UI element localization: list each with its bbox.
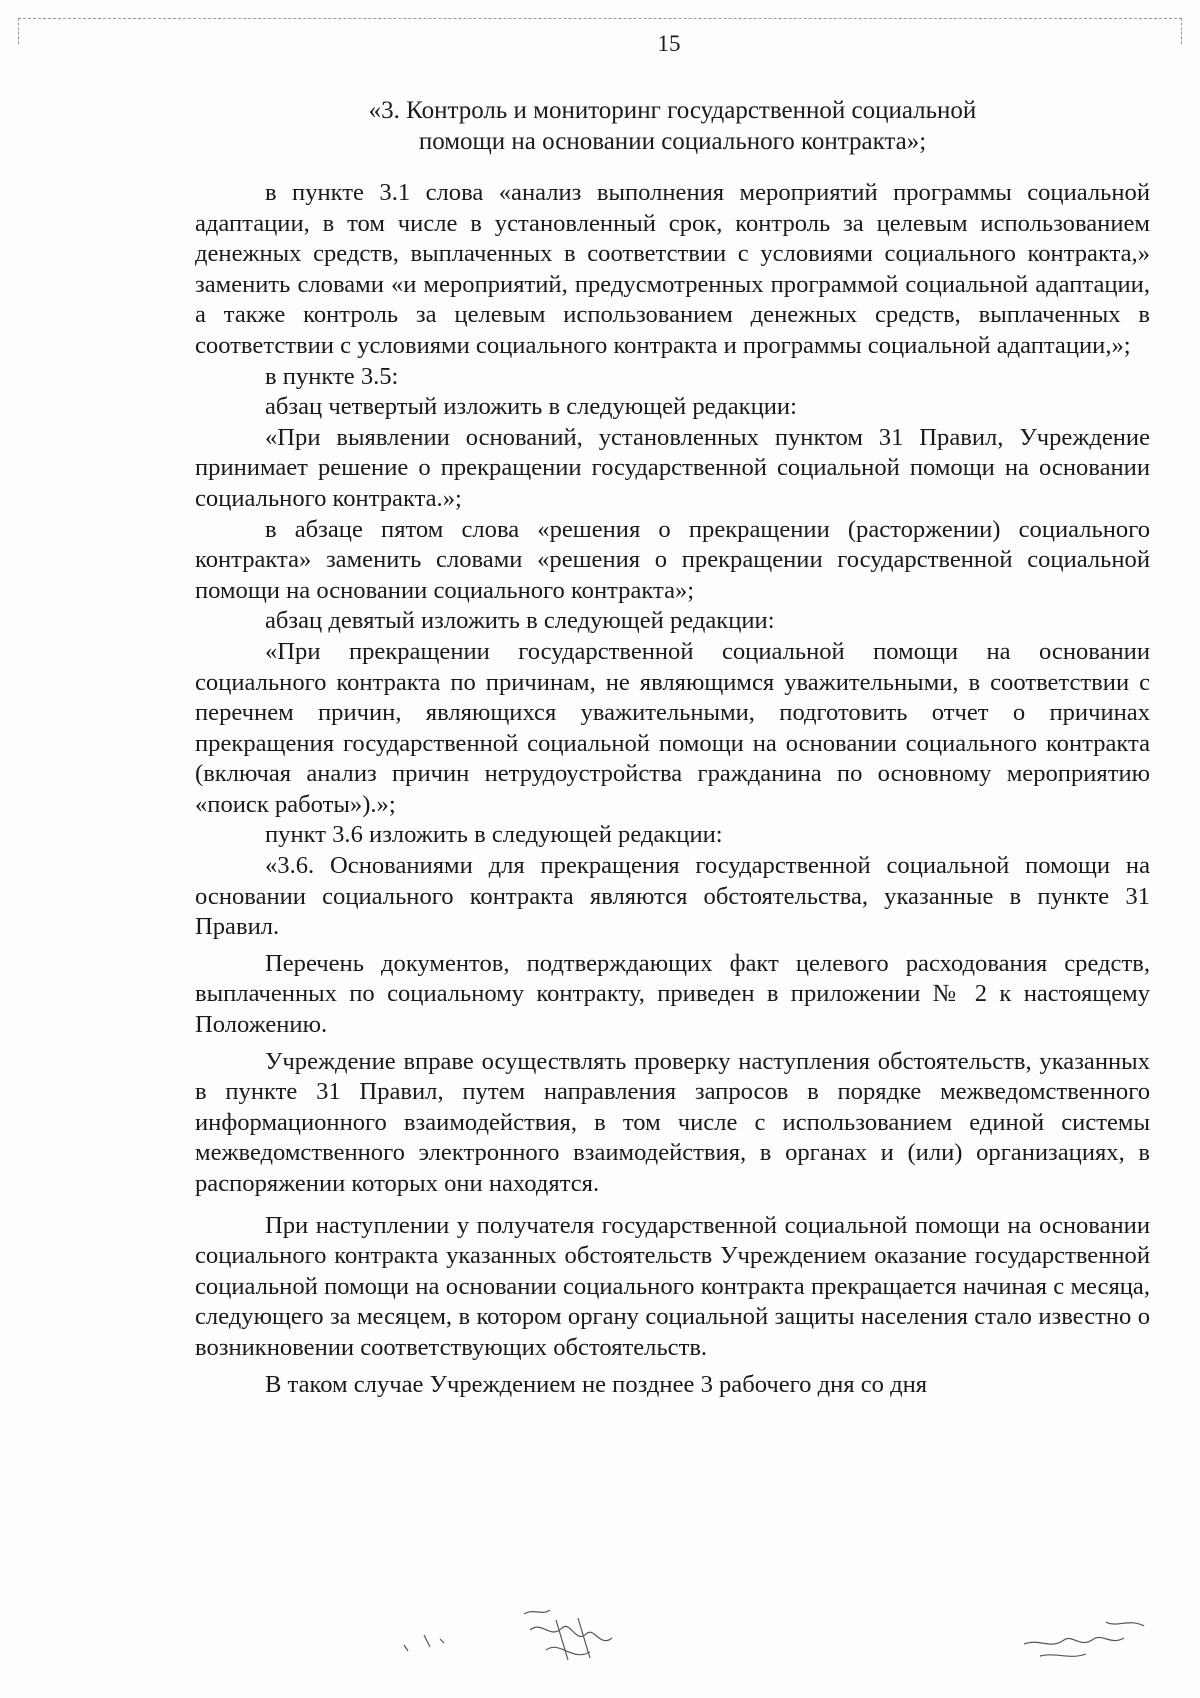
paragraph-8: пункт 3.6 изложить в следующей редакции: [265, 821, 723, 849]
scan-tick-marks [400, 1625, 460, 1665]
document-body [195, 178, 1150, 1400]
paragraph-9: «3.6. Основаниями для прекращения государственной социальной помощи на основании социального контракта являются обстоятельства, указанные в пункте 31 Правил. [195, 852, 1150, 941]
signature-mark-center [520, 1600, 630, 1670]
paragraph-12: При наступлении у получателя государственной социальной помощи на основании социального контракта указанных обстоятельств Учреждением оказание государственной социальной помощи на основании социального контракта прекращается начиная с месяца, следующего за месяцем, в котором органу социальной защиты населения стало известно о возникновении соответствующих обстоятельств. [195, 1211, 1150, 1361]
page-number: 15 [657, 31, 681, 56]
paragraph-10: Перечень документов, подтверждающих факт целевого расходования средств, выплаченных по социальному контракту, приведен в приложении № 2 к настоящему Положению. [195, 949, 1150, 1039]
paragraph-7: «При прекращении государственной социальной помощи на основании социального контракта по причинам, не являющимся уважительными, в соответствии с перечнем причин, являющихся уважительными, подготовить отчет о причинах прекращения государственной социальной помощи на основании социального контракта (включая анализ причин нетрудоустройства гражданина по основному мероприятию «поиск работы»).»; [195, 637, 1150, 818]
paragraph-11: Учреждение вправе осуществлять проверку наступления обстоятельств, указанных в пункте 31 Правил, путем направления запросов в порядке межведомственного информационного взаимодействия, в том числе с использованием единой системы межведомственного электронного взаимодействия, в органах и (или) организациях, в распоряжении которых они находятся. [195, 1047, 1150, 1197]
heading-line-1: «3. Контроль и мониторинг государственной социальной [368, 97, 977, 124]
paragraph-1: в пункте 3.1 слова «анализ выполнения мероприятий программы социальной адаптации, в том числе в установленный срок, контроль за целевым использованием денежных средств, выплаченных в соответствии с условиями социального контракта,» заменить словами «и мероприятий, предусмотренных программой социальной адаптации, а также контроль за целевым использованием денежных средств, выплаченных в соответствии с условиями социального контракта и программы социальной адаптации,»; [195, 179, 1150, 359]
signature-mark-right [1020, 1610, 1160, 1670]
section-heading [195, 96, 1150, 157]
paragraph-3: абзац четвертый изложить в следующей редакции: [265, 393, 797, 421]
scan-border-top [18, 18, 1182, 19]
paragraph-4: «При выявлении оснований, установленных пунктом 31 Правил, Учреждение принимает решение о прекращении государственной социальной помощи на основании социального контракта.»; [195, 423, 1150, 512]
paragraph-6: абзац девятый изложить в следующей редакции: [265, 607, 775, 635]
paragraph-5: в абзаце пятом слова «решения о прекращении (расторжении) социального контракта» заменить словами «решения о прекращении государственной социальной помощи на основании социального контракта»; [195, 515, 1150, 604]
heading-line-2: помощи на основании социального контракта»; [418, 127, 927, 155]
paragraph-2: в пункте 3.5: [265, 362, 399, 390]
paragraph-13: В таком случае Учреждением не позднее 3 рабочего дня со дня [265, 1370, 928, 1398]
